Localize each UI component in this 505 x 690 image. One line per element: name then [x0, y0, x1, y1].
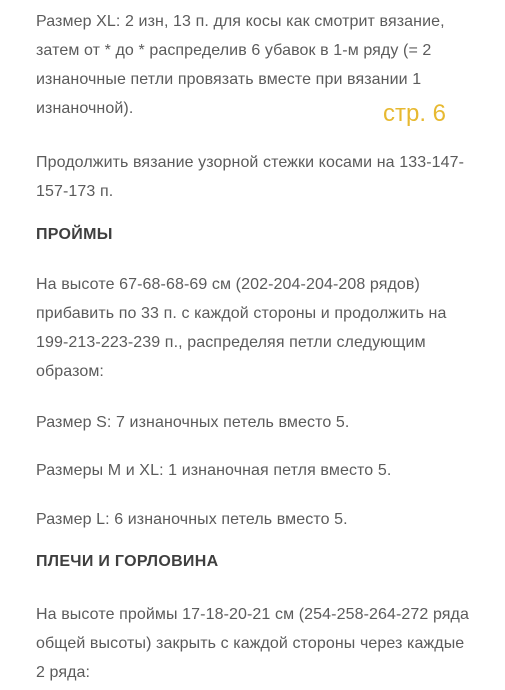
paragraph-size-xl: Размер XL: 2 изн, 13 п. для косы как смотрит вязание, затем от * до * распределив 6 убавок в 1-м ряду (= 2 изнаночные петли провязать вместе при вязании 1 изнаночной). — [36, 13, 445, 117]
paragraph-continue-cables: Продолжить вязание узорной стежки косами на 133-147-157-173 п. — [36, 154, 465, 200]
heading-shoulders-neckline: ПЛЕЧИ И ГОРЛОВИНА — [36, 553, 219, 570]
paragraph-size-l: Размер L: 6 изнаночных петель вместо 5. — [36, 511, 348, 528]
page-number-label: стр. 6 — [383, 100, 447, 127]
paragraph-size-s: Размер S: 7 изнаночных петель вместо 5. — [36, 414, 350, 431]
paragraph-size-m-xl: Размеры M и XL: 1 изнаночная петля вместо 5. — [36, 462, 392, 479]
heading-armholes: ПРОЙМЫ — [36, 226, 113, 243]
paragraph-armholes: На высоте 67-68-68-69 см (202-204-204-208 рядов) прибавить по 33 п. с каждой стороны и продолжить на 199-213-223-239 п., распределяя петли следующим образом: — [36, 276, 447, 380]
paragraph-shoulders: На высоте проймы 17-18-20-21 см (254-258-264-272 ряда общей высоты) закрыть с каждой стороны через каждые 2 ряда: — [36, 606, 469, 681]
